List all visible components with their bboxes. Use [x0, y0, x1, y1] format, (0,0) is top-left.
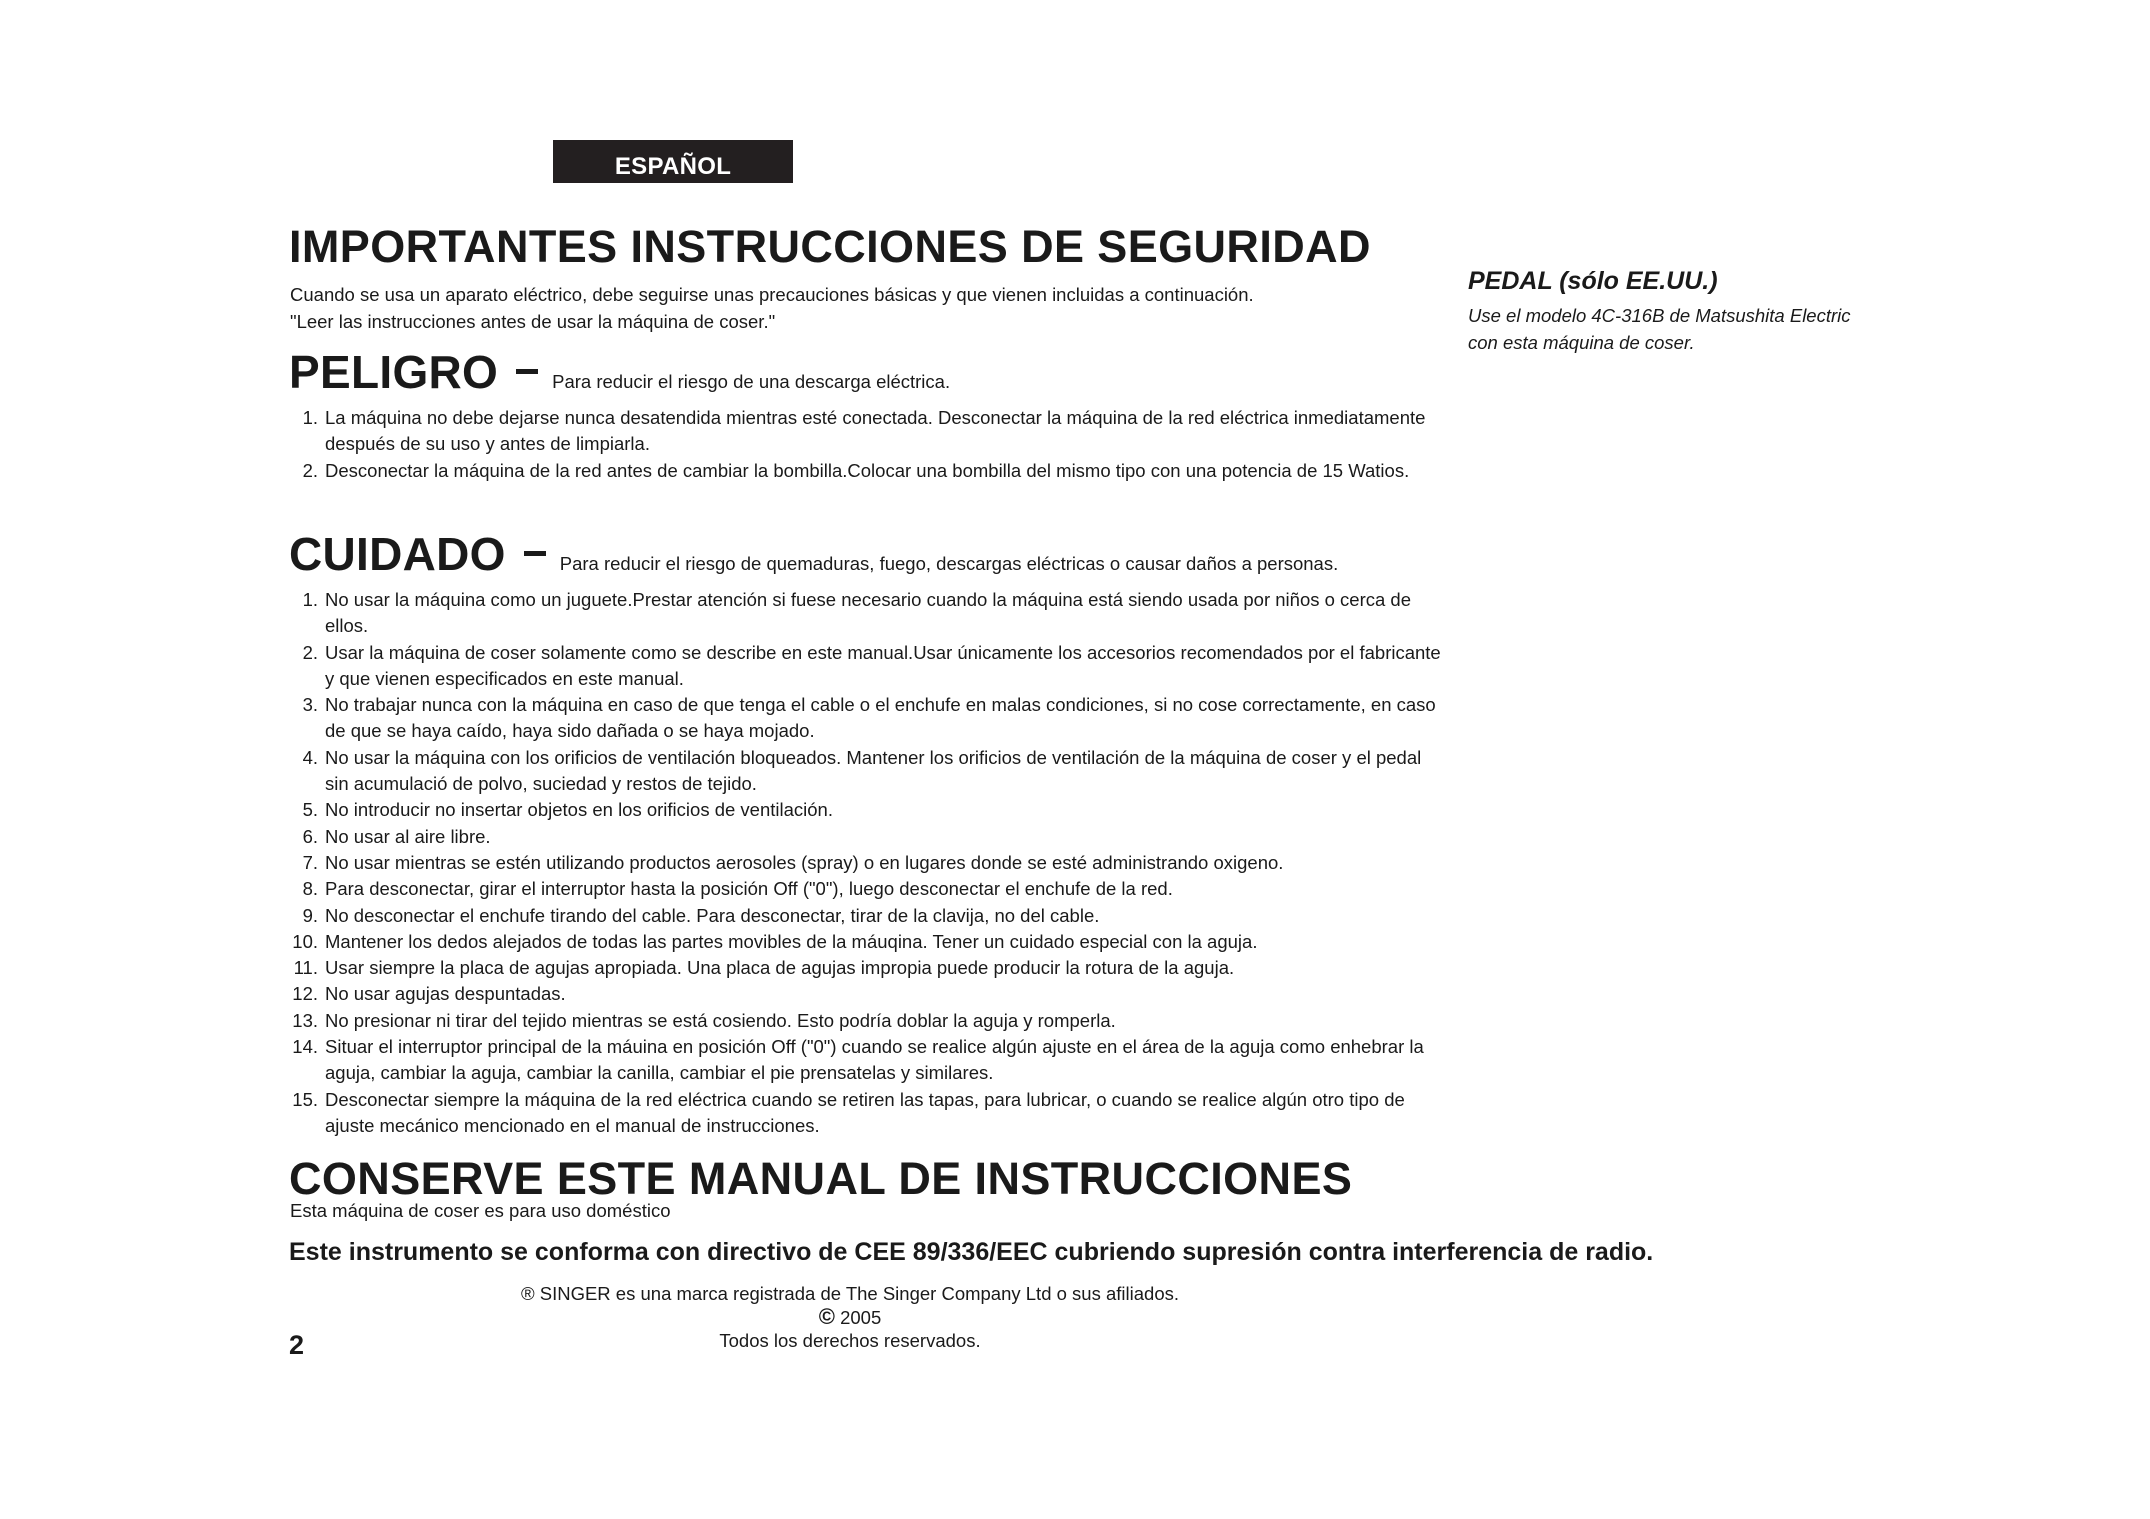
list-item-text: No usar mientras se estén utilizando productos aerosoles (spray) o en lugares donde se esté administrando oxigeno.	[325, 851, 1284, 873]
list-item-text: La máquina no debe dejarse nunca desatendida mientras esté conectada. Desconectar la máquina de la red eléctrica inmediatamente después de su uso y antes de limpiarla.	[325, 407, 1426, 455]
list-item-number: 6.	[302, 825, 318, 847]
list-item	[290, 929, 1450, 955]
list-item-number: 12.	[292, 983, 318, 1005]
list-item-text: Usar siempre la placa de agujas apropiada. Una placa de agujas impropia puede producir la rotura de la aguja.	[325, 957, 1235, 979]
heading-dash	[524, 551, 546, 556]
list-item	[290, 955, 1450, 981]
heading-dash	[516, 369, 538, 374]
language-badge: ESPAÑOL	[553, 140, 793, 183]
list-item	[290, 1087, 1450, 1140]
list-item-text: Situar el interruptor principal de la máuina en posición Off ("0") cuando se realice algún ajuste en el área de la aguja como enhebrar la aguja, cambiar la aguja, cambiar la canilla, cambiar el pie prensatelas y similares.	[325, 1036, 1424, 1084]
pedal-title: PEDAL (sólo EE.UU.)	[1468, 267, 1718, 295]
list-item-number: 10.	[292, 930, 318, 952]
list-item	[290, 824, 1450, 850]
list-item-text: Mantener los dedos alejados de todas las partes movibles de la máuqina. Tener un cuidado especial con la aguja.	[325, 930, 1258, 952]
list-item	[290, 458, 1450, 484]
list-item-text: No usar agujas despuntadas.	[325, 983, 566, 1005]
list-item-number: 7.	[302, 851, 318, 873]
list-item-text: No desconectar el enchufe tirando del cable. Para desconectar, tirar de la clavija, no del cable.	[325, 904, 1100, 926]
list-item-number: 4.	[302, 746, 318, 768]
list-item-text: No usar al aire libre.	[325, 825, 491, 847]
intro-text	[290, 281, 1440, 335]
list-item	[290, 797, 1450, 823]
list-item	[290, 405, 1450, 458]
list-item-number: 13.	[292, 1009, 318, 1031]
peligro-list	[290, 405, 1450, 484]
list-item-number: 2.	[302, 641, 318, 663]
list-item-number: 1.	[302, 407, 318, 428]
list-item-number: 11.	[293, 957, 318, 979]
cuidado-heading	[289, 527, 1338, 581]
list-item-number: 15.	[292, 1088, 318, 1110]
cuidado-subtitle: Para reducir el riesgo de quemaduras, fuego, descargas eléctricas o causar daños a personas.	[559, 553, 1339, 574]
list-item-text: No usar la máquina con los orificios de ventilación bloqueados. Mantener los orificios de ventilación de la máquina de coser y el pedal sin acumulació de polvo, suciedad y restos de tejido.	[325, 746, 1422, 795]
page-title: IMPORTANTES INSTRUCCIONES DE SEGURIDAD	[289, 221, 1371, 272]
rights-line: Todos los derechos reservados.	[719, 1330, 981, 1351]
list-item	[290, 1034, 1450, 1087]
list-item-number: 14.	[292, 1036, 318, 1058]
list-item-text: No usar la máquina como un juguete.Prestar atención si fuese necesario cuando la máquina está siendo usada por niños o cerca de ellos.	[325, 589, 1412, 637]
conserve-title: CONSERVE ESTE MANUAL DE INSTRUCCIONES	[289, 1153, 1353, 1204]
copyright-icon: ©	[818, 1304, 835, 1329]
list-item	[290, 981, 1450, 1007]
peligro-title: PELIGRO	[289, 346, 499, 398]
list-item-text: No trabajar nunca con la máquina en caso de que tenga el cable o el enchufe en malas condiciones, si no cose correctamente, en caso de que se haya caído, haya sido dañada o se haya mojado.	[325, 694, 1436, 742]
pedal-line-2: con esta máquina de coser.	[1468, 332, 1695, 353]
directive-statement: Este instrumento se conforma con directivo de CEE 89/336/EEC cubriendo supresión contra interferencia de radio.	[289, 1238, 1654, 1266]
peligro-heading	[289, 345, 950, 399]
list-item	[290, 640, 1450, 693]
list-item-text: Desconectar siempre la máquina de la red eléctrica cuando se retiren las tapas, para lubricar, o cuando se realice algún otro tipo de ajuste mecánico mencionado en el manual de instrucciones.	[325, 1088, 1405, 1136]
list-item	[290, 903, 1450, 929]
list-item-number: 8.	[302, 878, 318, 900]
list-item-number: 2.	[302, 459, 318, 481]
intro-line-2: "Leer las instrucciones antes de usar la máquina de coser."	[290, 311, 776, 332]
list-item-text: Desconectar la máquina de la red antes de cambiar la bombilla.Colocar una bombilla del mismo tipo con una potencia de 15 Watios.	[325, 459, 1410, 481]
list-item	[290, 876, 1450, 902]
list-item	[290, 587, 1450, 640]
pedal-line-1: Use el modelo 4C-316B de Matsushita Electric	[1468, 305, 1851, 326]
pedal-note	[1468, 267, 1928, 356]
list-item-number: 5.	[302, 799, 318, 821]
list-item-text: Usar la máquina de coser solamente como se describe en este manual.Usar únicamente los accesorios recomendados por el fabricante y que vienen especificados en este manual.	[325, 641, 1441, 689]
list-item	[290, 1008, 1450, 1034]
intro-line-1: Cuando se usa un aparato eléctrico, debe seguirse unas precauciones básicas y que vienen incluidas a continuación.	[290, 284, 1254, 305]
trademark-line: ® SINGER es una marca registrada de The Singer Company Ltd o sus afiliados.	[520, 1283, 1180, 1304]
list-item	[290, 745, 1450, 798]
peligro-subtitle: Para reducir el riesgo de una descarga eléctrica.	[552, 371, 951, 392]
list-item	[290, 692, 1450, 745]
list-item-text: No presionar ni tirar del tejido mientras se está cosiendo. Esto podría doblar la aguja y romperla.	[325, 1009, 1116, 1031]
cuidado-title: CUIDADO	[289, 528, 506, 580]
copyright-line	[450, 1305, 1250, 1329]
list-item-number: 9.	[302, 904, 318, 926]
cuidado-list	[290, 587, 1450, 1139]
page-number: 2	[289, 1330, 305, 1360]
list-item-number: 3.	[302, 694, 318, 716]
domestic-note: Esta máquina de coser es para uso doméstico	[290, 1200, 671, 1221]
list-item-number: 1.	[302, 589, 318, 610]
list-item	[290, 850, 1450, 876]
list-item-text: No introducir no insertar objetos en los orificios de ventilación.	[325, 799, 833, 821]
footer	[450, 1282, 1250, 1352]
copyright-year: 2005	[840, 1307, 882, 1328]
pedal-text	[1468, 302, 1928, 356]
list-item-text: Para desconectar, girar el interruptor hasta la posición Off ("0"), luego desconectar el enchufe de la red.	[325, 878, 1173, 900]
